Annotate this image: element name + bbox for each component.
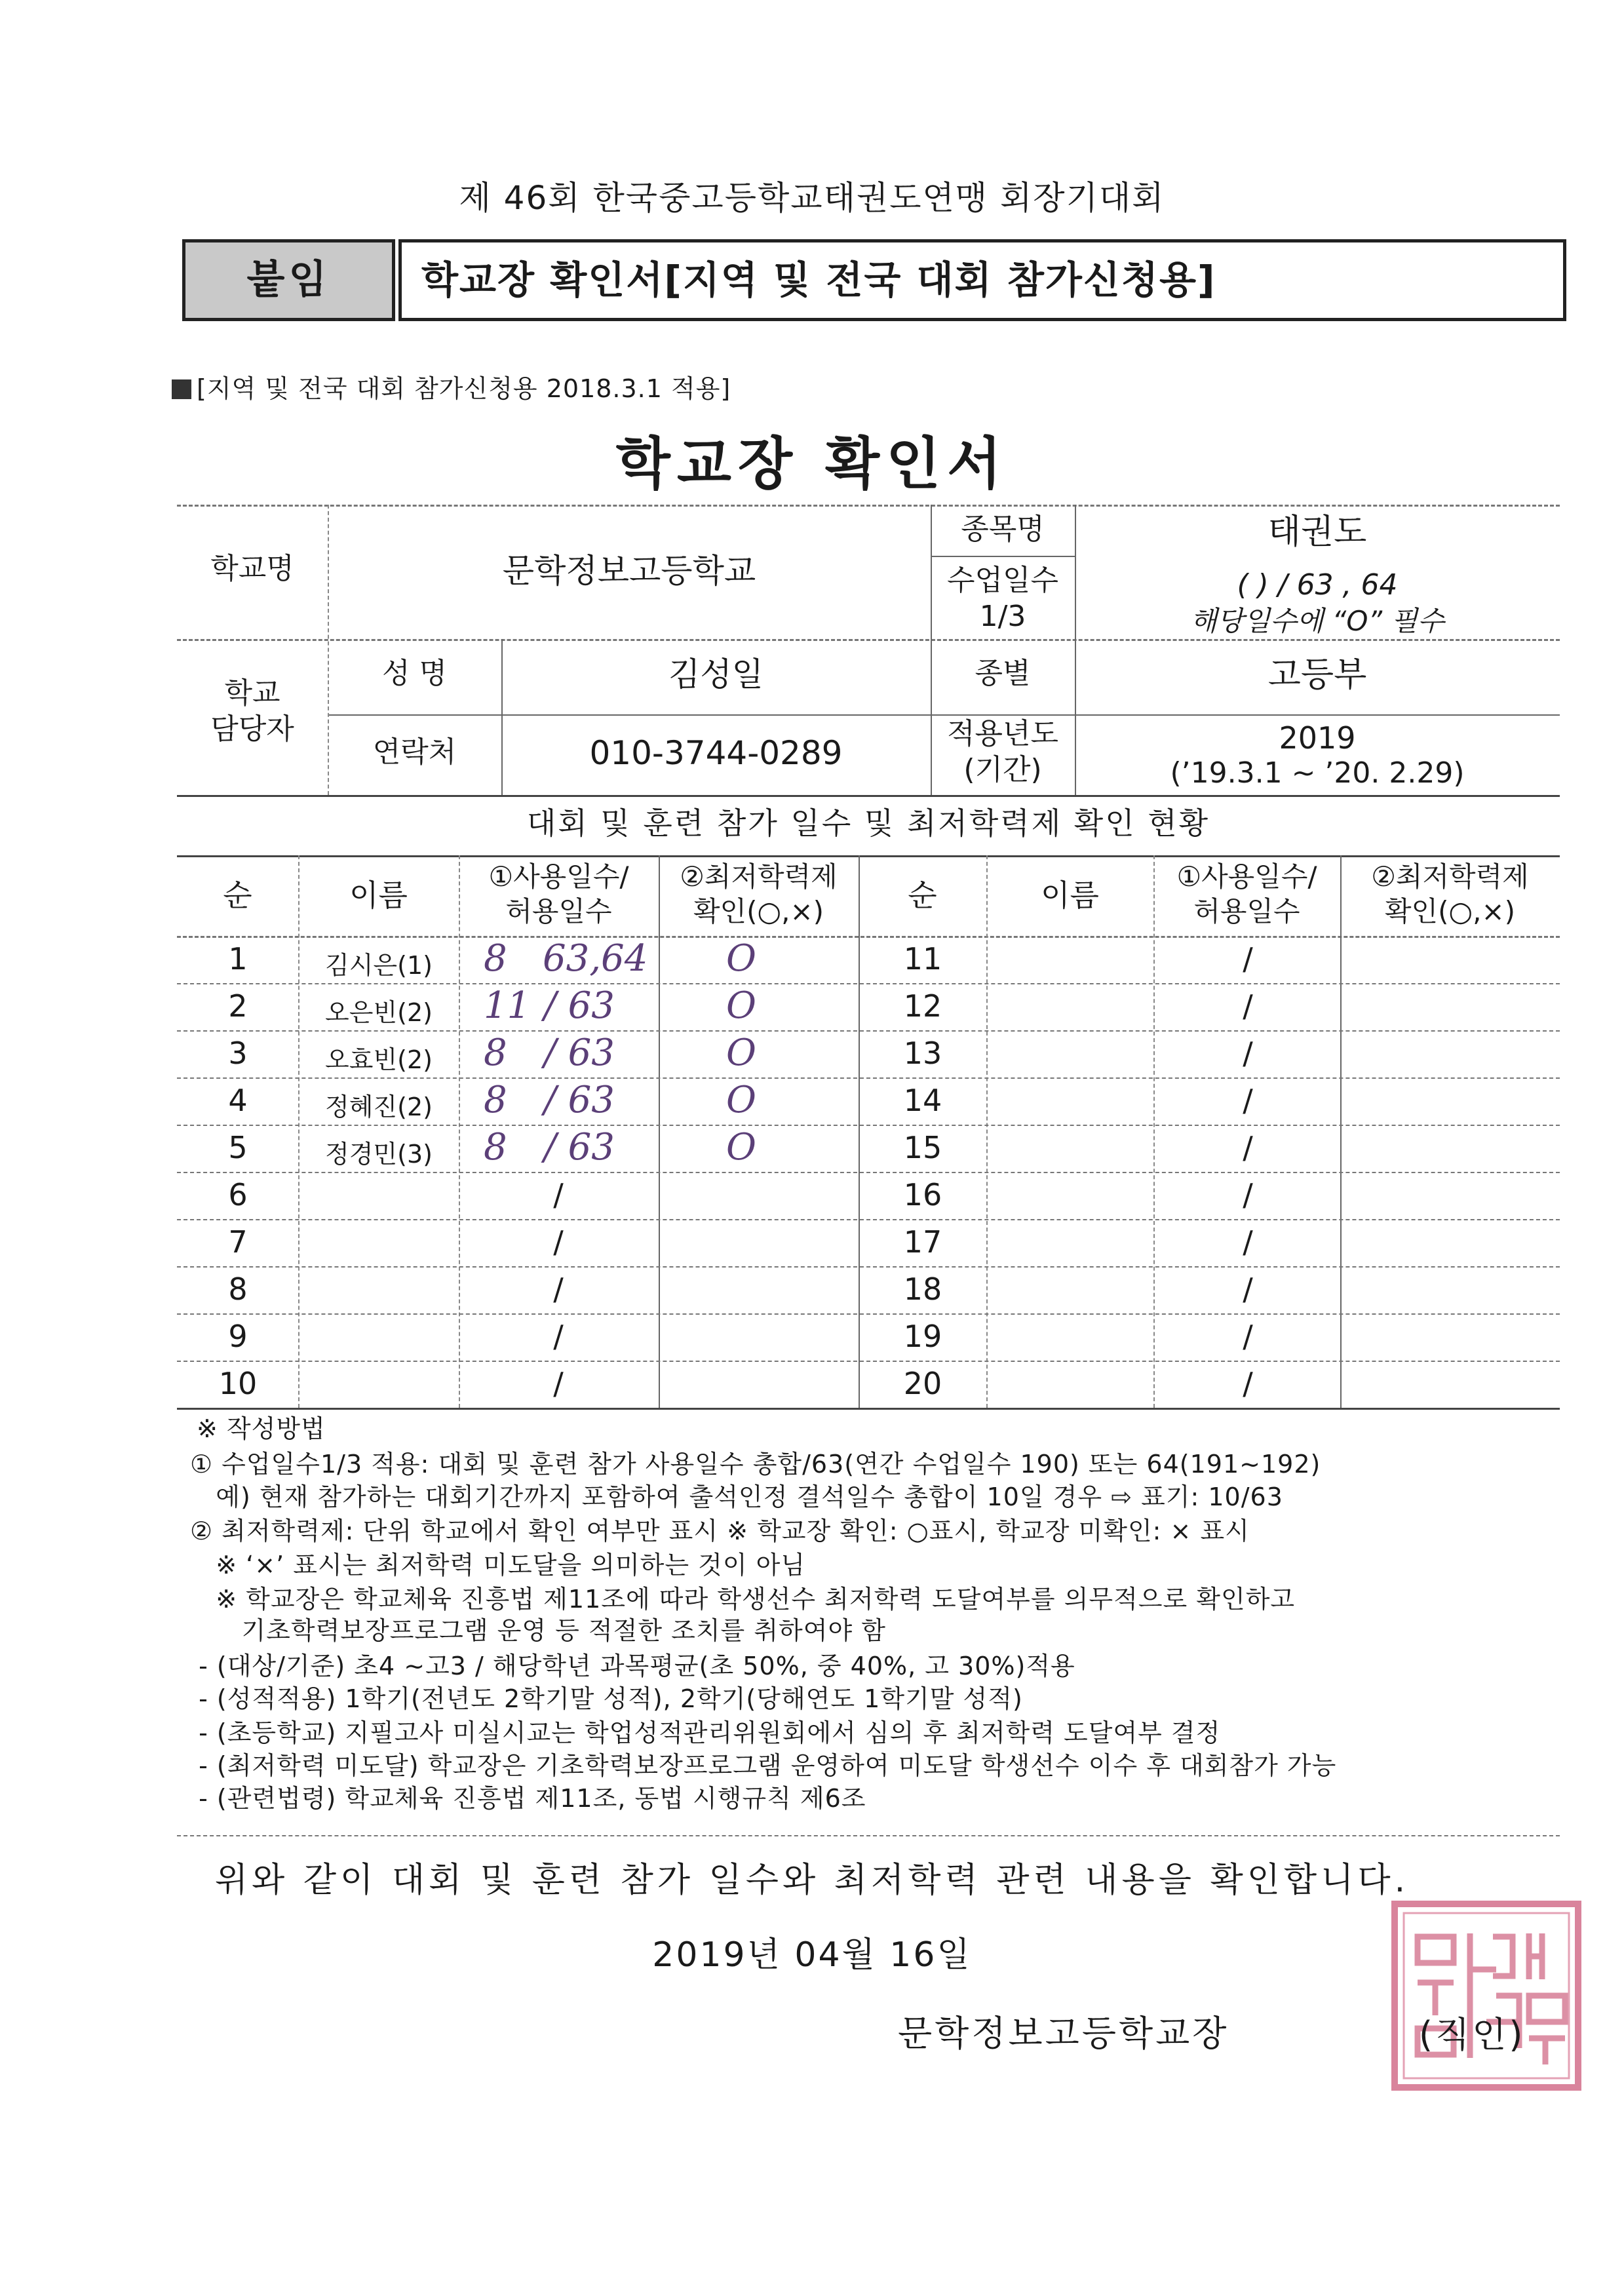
- class-days-value: ( ) / 63 , 64: [1237, 568, 1398, 602]
- competition-title: 제 46회 한국중고등학교태권도연맹 회장기대회: [459, 179, 1165, 217]
- row-number: 8: [228, 1271, 248, 1307]
- instruction-line: 예) 현재 참가하는 대회기간까지 포함하여 출석인정 결석일수 총합이 10일 경우 ⇨ 표기: 10/63: [190, 1482, 1283, 1511]
- official-seal-icon: [1388, 1897, 1585, 2094]
- allowed-days: / 63: [544, 1079, 615, 1121]
- col-check-line2: 확인(○,×): [693, 895, 824, 927]
- allowed-days: /: [1243, 1177, 1253, 1212]
- min-academic-check: O: [726, 1032, 756, 1074]
- year-label-line2: (기간): [963, 753, 1042, 786]
- instruction-line: - (성적적용) 1학기(전년도 2학기말 성적), 2학기(당해연도 1학기말 성적): [190, 1684, 1023, 1713]
- allowed-days: /: [553, 1177, 564, 1212]
- instruction-line: ※ ‘×’ 표시는 최저학력 미도달을 의미하는 것이 아님: [190, 1551, 806, 1579]
- usage-note-text: [지역 및 전국 대회 참가신청용 2018.3.1 적용]: [197, 374, 731, 403]
- row-number: 15: [903, 1130, 942, 1165]
- row-number: 14: [903, 1083, 942, 1118]
- square-bullet-icon: [172, 379, 191, 399]
- min-academic-check: O: [726, 937, 756, 980]
- min-academic-check: O: [726, 1079, 756, 1121]
- row-number: 19: [903, 1319, 942, 1354]
- col-days-line2: 허용일수: [1193, 895, 1300, 927]
- usage-note: [172, 368, 731, 404]
- class-days-label-line2: 1/3: [979, 600, 1026, 633]
- min-academic-check: O: [726, 1126, 756, 1169]
- row-number: 4: [228, 1083, 248, 1118]
- attachment-tag: 붙임: [182, 239, 395, 321]
- issue-date: 2019년 04월 16일: [652, 1935, 972, 1975]
- col-days-line2: 허용일수: [505, 895, 612, 927]
- principal-name: 문학정보고등학교장: [898, 2013, 1229, 2054]
- class-days-note: 해당일수에 “O” 필수: [1190, 605, 1444, 637]
- student-name: 김시은(1): [325, 951, 433, 980]
- row-number: 20: [903, 1366, 942, 1401]
- allowed-days: /: [553, 1224, 564, 1260]
- document-title: 학교장 확인서[지역 및 전국 대회 참가신청용]: [398, 239, 1566, 321]
- division-label: 종별: [975, 657, 1031, 690]
- col-no-header-left: 순: [223, 878, 252, 913]
- name-label: 성 명: [382, 657, 447, 690]
- allowed-days: /: [553, 1319, 564, 1354]
- student-name: 오은빈(2): [325, 998, 433, 1027]
- instruction-line: - (초등학교) 지필고사 미실시교는 학업성적관리위원회에서 심의 후 최저학력 도달여부 결정: [190, 1718, 1221, 1747]
- student-name: 정혜진(2): [325, 1093, 433, 1121]
- allowed-days: /: [1243, 1036, 1253, 1071]
- allowed-days: /: [1243, 941, 1253, 977]
- row-number: 6: [228, 1177, 248, 1212]
- student-name: 정경민(3): [325, 1140, 433, 1169]
- school-name-value: 문학정보고등학교: [502, 552, 756, 590]
- row-number: 5: [228, 1130, 248, 1165]
- col-check-header-right: [1340, 860, 1560, 929]
- row-number: 18: [903, 1271, 942, 1307]
- instruction-line: 기초학력보장프로그램 운영 등 적절한 조치를 취하여야 함: [190, 1616, 886, 1645]
- year-label: [931, 716, 1075, 788]
- min-academic-check: O: [726, 984, 756, 1027]
- instruction-line: ※ 학교장은 학교체육 진흥법 제11조에 따라 학생선수 최저학력 도달여부를 의무적으로 확인하고: [190, 1585, 1296, 1614]
- allowed-days: /: [1243, 1271, 1253, 1307]
- row-number: 11: [903, 941, 942, 977]
- instruction-line: - (관련법령) 학교체육 진흥법 제11조, 동법 시행규칙 제6조: [190, 1784, 866, 1813]
- allowed-days: /: [553, 1271, 564, 1307]
- used-days: 8: [484, 1126, 507, 1169]
- col-days-line1: ①사용일수/: [488, 861, 629, 893]
- col-days-header-right: [1153, 860, 1340, 929]
- staff-label-line2: 담당자: [210, 712, 294, 746]
- col-name-header-left: 이름: [349, 878, 408, 913]
- instruction-line: ※ 작성방법: [197, 1414, 326, 1443]
- row-number: 16: [903, 1177, 942, 1212]
- row-number: 13: [903, 1036, 942, 1071]
- student-name: 오효빈(2): [325, 1045, 433, 1074]
- year-value: 2019: [1279, 720, 1356, 756]
- contact-value: 010-3744-0289: [589, 734, 843, 772]
- used-days: 8: [484, 1079, 507, 1121]
- col-check-line1: ②최저학력제: [680, 861, 838, 893]
- seal-label: (직인): [1419, 2014, 1526, 2055]
- allowed-days: /: [1243, 1366, 1253, 1401]
- class-days-label-line1: 수업일수: [946, 564, 1058, 597]
- list-section-title: 대회 및 훈련 참가 일수 및 최저학력제 확인 현황: [526, 805, 1210, 841]
- instruction-line: - (최저학력 미도달) 학교장은 기초학력보장프로그램 운영하여 미도달 학생선수 이수 후 대회참가 가능: [190, 1751, 1337, 1780]
- contact-label: 연락처: [372, 735, 457, 769]
- row-number: 1: [228, 941, 248, 977]
- confirmation-statement: 위와 같이 대회 및 훈련 참가 일수와 최저학력 관련 내용을 확인합니다.: [214, 1861, 1410, 1900]
- used-days: 8: [484, 1032, 507, 1074]
- instruction-line: - (대상/기준) 초4 ~고3 / 해당학년 과목평균(초 50%, 중 40%, 고 30%)적용: [190, 1652, 1075, 1680]
- row-number: 3: [228, 1036, 248, 1071]
- year-label-line1: 적용년도: [946, 717, 1058, 750]
- instruction-line: ② 최저학력제: 단위 학교에서 확인 여부만 표시 ※ 학교장 확인: ○표시, 학교장 미확인: × 표시: [190, 1517, 1250, 1545]
- col-no-header-right: 순: [908, 878, 937, 913]
- col-name-header-right: 이름: [1041, 878, 1099, 913]
- row-number: 12: [903, 988, 942, 1024]
- allowed-days: /: [1243, 988, 1253, 1024]
- row-number: 9: [228, 1319, 248, 1354]
- col-check-line2: 확인(○,×): [1384, 895, 1516, 927]
- row-number: 2: [228, 988, 248, 1024]
- allowed-days: /: [1243, 1224, 1253, 1260]
- allowed-days: / 63: [544, 1126, 615, 1169]
- row-number: 17: [903, 1224, 942, 1260]
- class-days-label: [931, 562, 1075, 634]
- main-title: 학교장 확인서: [615, 431, 1009, 497]
- used-days: 11: [484, 984, 531, 1027]
- col-days-header-left: [459, 860, 659, 929]
- allowed-days: /: [1243, 1130, 1253, 1165]
- allowed-days: /: [553, 1366, 564, 1401]
- school-name-label: 학교명: [210, 552, 294, 585]
- event-value: 태권도: [1267, 513, 1367, 552]
- col-check-line1: ②최저학력제: [1371, 861, 1529, 893]
- staff-label: [177, 675, 328, 747]
- row-number: 7: [228, 1224, 248, 1260]
- staff-label-line1: 학교: [224, 676, 280, 710]
- row-number: 10: [218, 1366, 258, 1401]
- allowed-days: / 63: [544, 1032, 615, 1074]
- allowed-days: / 63: [544, 984, 615, 1027]
- allowed-days: /: [1243, 1319, 1253, 1354]
- col-check-header-left: [659, 860, 859, 929]
- division-value: 고등부: [1267, 655, 1367, 695]
- col-days-line1: ①사용일수/: [1176, 861, 1317, 893]
- allowed-days: 63,64: [543, 937, 648, 980]
- event-label: 종목명: [961, 513, 1045, 546]
- used-days: 8: [484, 937, 507, 980]
- year-period: (’19.3.1 ~ ’20. 2.29): [1170, 756, 1465, 790]
- staff-name-value: 김성일: [668, 655, 764, 693]
- instruction-line: ① 수업일수1/3 적용: 대회 및 훈련 참가 사용일수 총합/63(연간 수업일수 190) 또는 64(191~192): [190, 1450, 1321, 1479]
- allowed-days: /: [1243, 1083, 1253, 1118]
